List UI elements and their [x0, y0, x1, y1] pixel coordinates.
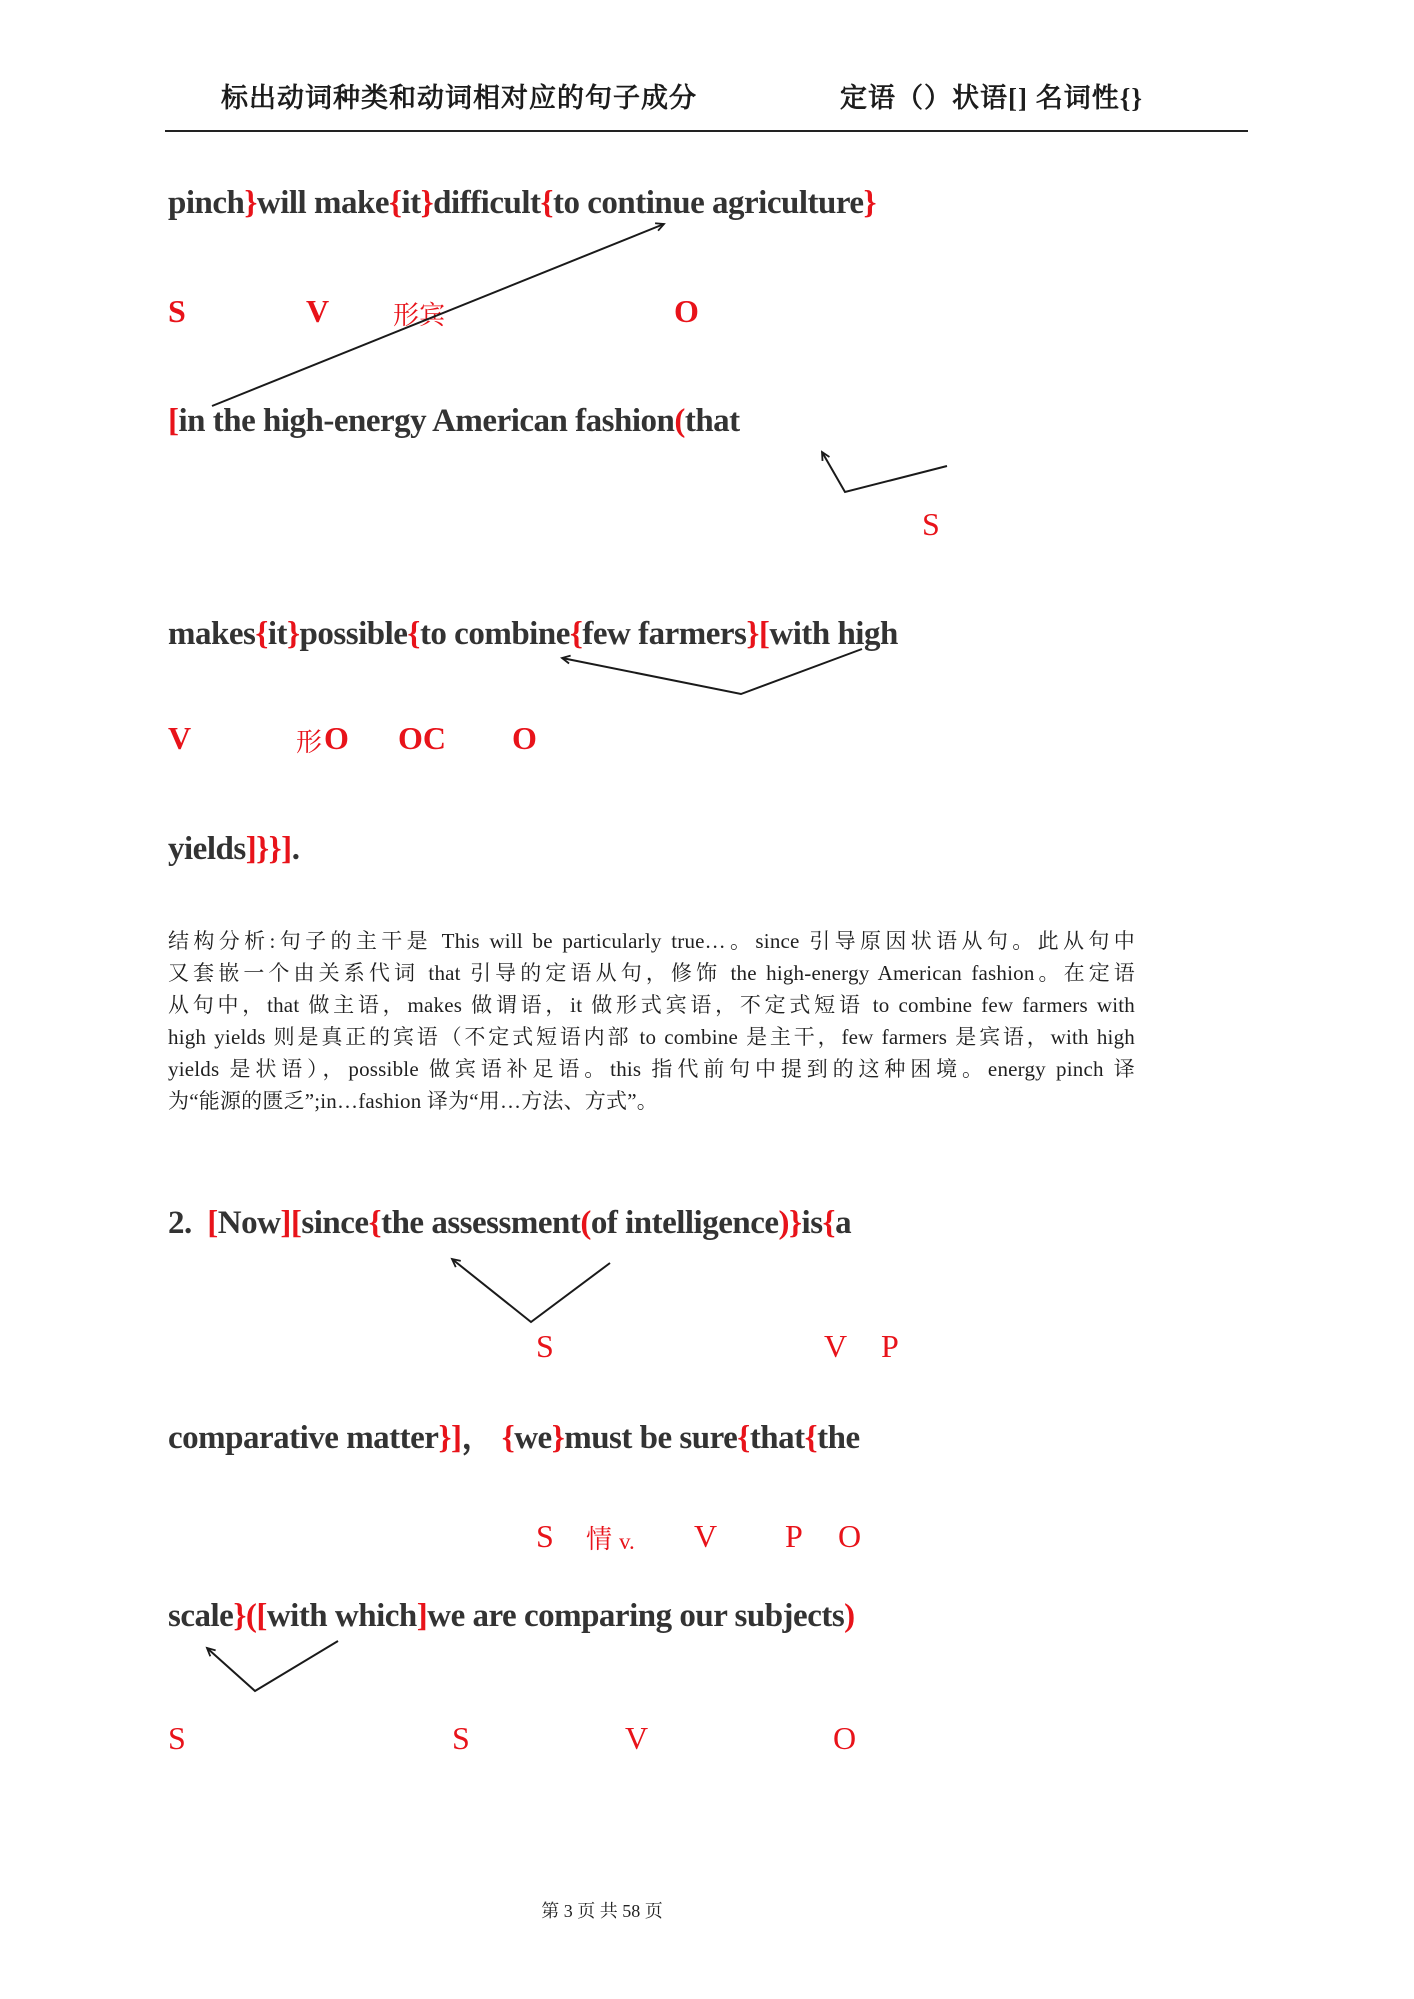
- sentence-text: the: [817, 1420, 860, 1456]
- bracket-annotation: {: [368, 1205, 382, 1241]
- bracket-annotation: ][: [280, 1205, 302, 1241]
- bracket-annotation: ]: [416, 1598, 428, 1634]
- analysis-line: 从句中，that 做主语，makes 做谓语，it 做形式宾语，不定式短语 to combine few farmers with: [168, 993, 1135, 1017]
- bracket-annotation: ): [844, 1598, 855, 1634]
- sentence-text: it: [267, 616, 288, 652]
- marker-object: O: [512, 720, 537, 756]
- sentence-text: ，: [461, 1420, 502, 1456]
- sentence-text: Now: [217, 1205, 281, 1241]
- marker-object: O: [324, 720, 349, 756]
- arrow-that-to-fashion: [822, 452, 947, 492]
- sentence-text: scale: [168, 1598, 234, 1634]
- marker-modal-cjk: 情: [586, 1525, 613, 1554]
- marker-object-complement: OC: [398, 720, 446, 756]
- header-right-legend: 定语（）状语[] 名词性{}: [840, 83, 1144, 113]
- arrow-with-phrase-to-combine: [562, 649, 862, 694]
- sentence-text: since: [301, 1205, 369, 1241]
- marker-predicative: P: [881, 1328, 899, 1364]
- arrow-which-to-scale: [207, 1641, 338, 1691]
- sentence-text: must be sure: [564, 1420, 738, 1456]
- bracket-annotation: (: [580, 1205, 591, 1241]
- sentence-text: to combine: [419, 616, 570, 652]
- sentence2-line1: [168, 1204, 851, 1244]
- sentence1-line4: [168, 830, 299, 870]
- bracket-annotation: }: [244, 185, 257, 221]
- sentence-text: [192, 1205, 208, 1241]
- marker-object: O: [833, 1720, 857, 1756]
- marker-subject: S: [536, 1518, 554, 1554]
- bracket-annotation: }: [287, 616, 300, 652]
- sentence-text: yields: [168, 831, 246, 867]
- bracket-annotation: }(: [233, 1598, 257, 1634]
- marker-verb: V: [306, 293, 330, 329]
- sentence-text: .: [291, 831, 300, 867]
- bracket-annotation: [: [758, 616, 770, 652]
- sentence1-line3: [168, 615, 898, 655]
- bracket-annotation: {: [388, 185, 402, 221]
- marker-object: O: [674, 293, 699, 329]
- sentence-text: possible: [299, 616, 408, 652]
- bracket-annotation: }: [551, 1420, 565, 1456]
- bracket-annotation: }]: [438, 1420, 462, 1456]
- sentence-text: in the high-energy American fashion: [178, 403, 675, 439]
- marker-subject: S: [536, 1328, 554, 1364]
- sentence-text: it: [401, 185, 421, 221]
- sentence-text: of intelligence: [590, 1205, 779, 1241]
- analysis-line: yields 是状语），possible 做宾语补足语。this 指代前句中提到的这种困境。energy pinch 译: [168, 1057, 1135, 1081]
- marker-verb: V: [168, 720, 192, 756]
- sentence-text: that: [684, 403, 740, 439]
- sentence1-line1: [168, 184, 876, 224]
- marker-verb: V: [694, 1518, 718, 1554]
- bracket-annotation: {: [540, 185, 554, 221]
- bracket-annotation: }: [863, 185, 877, 221]
- analysis-line: high yields 则是真正的宾语（不定式短语内部 to combine 是主干，few farmers 是宾语，with high: [168, 1025, 1135, 1049]
- analysis-line: 结构分析:句子的主干是 This will be particularly true…。since 引导原因状语从句。此从句中: [168, 929, 1135, 953]
- marker-subject: S: [452, 1720, 470, 1756]
- sentence-text: is: [801, 1205, 823, 1241]
- bracket-annotation: ]}}]: [245, 831, 292, 867]
- sentence2-line3: [168, 1597, 855, 1637]
- header-left-title: 标出动词种类和动词相对应的句子成分: [221, 83, 697, 113]
- arrow-to-assessment: [452, 1259, 610, 1322]
- bracket-annotation: {: [737, 1420, 750, 1456]
- bracket-annotation: )}: [778, 1205, 802, 1241]
- page-number: 第 3 页 共 58 页: [541, 1901, 663, 1921]
- bracket-annotation: }: [746, 616, 759, 652]
- bracket-annotation: {: [822, 1205, 836, 1241]
- sentence-text: with which: [266, 1598, 417, 1634]
- marker-formal-object: 形宾: [393, 301, 446, 330]
- marker-subject: S: [168, 293, 186, 329]
- sentence-text: a: [835, 1205, 852, 1241]
- bracket-annotation: {: [804, 1420, 818, 1456]
- sentence1-line2: [168, 402, 740, 442]
- header-rule: [165, 130, 1248, 132]
- marker-predicative: P: [785, 1518, 803, 1554]
- sentence-text: the assessment: [381, 1205, 581, 1241]
- marker-that-subject: S: [922, 506, 940, 542]
- sentence-text: that: [749, 1420, 805, 1456]
- sentence-text: makes: [168, 616, 256, 652]
- bracket-annotation: {: [569, 616, 583, 652]
- sentence-text: will make: [256, 185, 389, 221]
- sentence-text: 2.: [168, 1205, 192, 1241]
- sentence2-line2: [168, 1419, 860, 1459]
- sentence-text: difficult: [433, 185, 541, 221]
- marker-verb: V: [824, 1328, 848, 1364]
- sentence-text: to continue agriculture: [553, 185, 864, 221]
- marker-object: O: [838, 1518, 862, 1554]
- marker-formal-prefix: 形: [296, 728, 323, 757]
- bracket-annotation: }: [420, 185, 434, 221]
- analysis-paragraph: [168, 925, 1135, 1117]
- marker-verb: V: [625, 1720, 649, 1756]
- bracket-annotation: (: [674, 403, 685, 439]
- bracket-annotation: {: [501, 1420, 515, 1456]
- sentence-text: few farmers: [582, 616, 747, 652]
- sentence-text: with high: [769, 616, 898, 652]
- bracket-annotation: [: [168, 403, 179, 439]
- marker-subject: S: [168, 1720, 186, 1756]
- marker-modal-v: v.: [619, 1529, 635, 1554]
- bracket-annotation: {: [407, 616, 420, 652]
- analysis-line: 又套嵌一个由关系代词 that 引导的定语从句，修饰 the high-energy American fashion。在定语: [168, 961, 1135, 985]
- bracket-annotation: {: [255, 616, 268, 652]
- sentence-text: we are comparing our subjects: [427, 1598, 845, 1634]
- bracket-annotation: [: [256, 1598, 267, 1634]
- sentence-text: comparative matter: [168, 1420, 439, 1456]
- sentence-text: we: [514, 1420, 552, 1456]
- sentence-text: pinch: [168, 185, 245, 221]
- analysis-line: 为“能源的匮乏”;in…fashion 译为“用…方法、方式”。: [168, 1089, 658, 1113]
- bracket-annotation: [: [207, 1205, 218, 1241]
